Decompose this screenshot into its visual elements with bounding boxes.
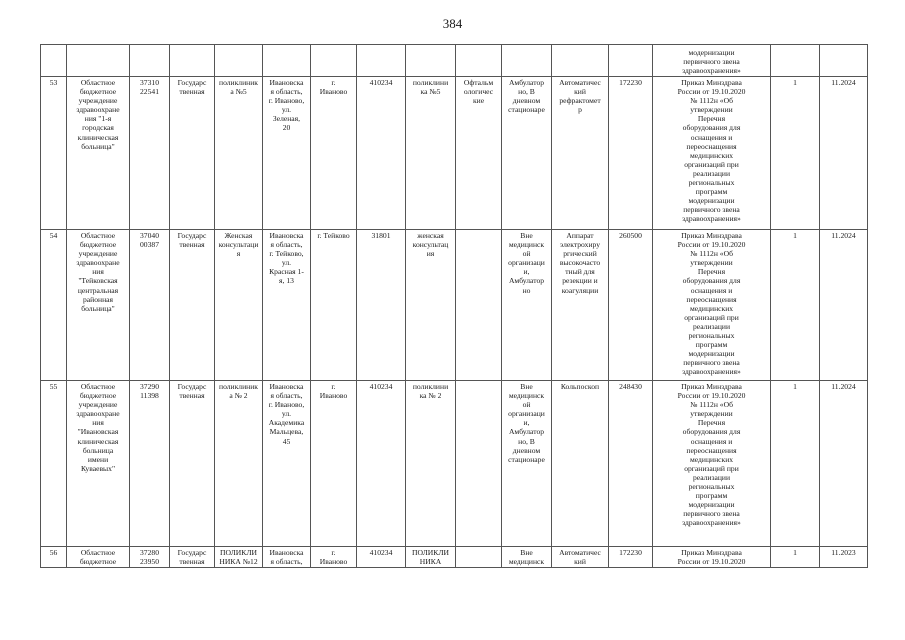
cell-document: модернизации первичного звена здравоохранения» xyxy=(653,45,771,77)
cell-address: Ивановска я область, г. Тейково, ул. Красная 1- я, 13 xyxy=(263,230,311,381)
cell-unit: Женская консультаци я xyxy=(215,230,263,381)
cell-qty: 1 xyxy=(771,381,820,547)
cell-profile xyxy=(456,230,502,381)
cell-code: 37310 22541 xyxy=(130,77,170,230)
cell-empty xyxy=(311,45,357,77)
cell-code2: 172230 xyxy=(609,77,653,230)
cell-code: 37040 00387 xyxy=(130,230,170,381)
cell-unit: поликлиник а №5 xyxy=(215,77,263,230)
cell-empty xyxy=(357,45,406,77)
cell-empty xyxy=(263,45,311,77)
table-row xyxy=(41,230,868,381)
cell-unit: поликлиник а № 2 xyxy=(215,381,263,547)
cell-equipment: Автоматичес кий xyxy=(552,547,609,568)
cell-equipment: Аппарат электрохиру ргический высокочасто тный для резекции и коагуляции xyxy=(552,230,609,381)
cell-date: 11.2024 xyxy=(820,77,868,230)
cell-empty xyxy=(215,45,263,77)
cell-conditions: Вне медицинск xyxy=(502,547,552,568)
cell-okato: 410234 xyxy=(357,547,406,568)
cell-ownership: Государс твенная xyxy=(170,547,215,568)
cell-institution: Областное бюджетное учреждение здравоохране ния "Тейковская центральная районная больница" xyxy=(67,230,130,381)
cell-profile: Офтальм ологичес кие xyxy=(456,77,502,230)
cell-code2: 260500 xyxy=(609,230,653,381)
cell-qty: 1 xyxy=(771,77,820,230)
cell-address: Ивановска я область, xyxy=(263,547,311,568)
cell-conditions: Амбулатор но, В дневном стационаре xyxy=(502,77,552,230)
table-row xyxy=(41,77,868,230)
table-row xyxy=(41,381,868,547)
cell-empty xyxy=(130,45,170,77)
cell-conditions: Вне медицинск ой организаци и, Амбулатор но xyxy=(502,230,552,381)
cell-document: Приказ Минздрава России от 19.10.2020 xyxy=(653,547,771,568)
cell-document: Приказ Минздрава России от 19.10.2020 № 1112н «Об утверждении Перечня оборудования для оснащения и переоснащения медицинских организаций при реализации региональных программ модернизации первичного звена здравоохранения» xyxy=(653,230,771,381)
cell-subdivision: поликлини ка №5 xyxy=(406,77,456,230)
cell-empty xyxy=(456,45,502,77)
cell-ownership: Государс твенная xyxy=(170,230,215,381)
equipment-table xyxy=(40,44,868,568)
cell-address: Ивановска я область, г. Иваново, ул. Зеленая, 20 xyxy=(263,77,311,230)
cell-okato: 31801 xyxy=(357,230,406,381)
cell-city: г. Иваново xyxy=(311,547,357,568)
cell-empty xyxy=(67,45,130,77)
cell-ownership: Государс твенная xyxy=(170,381,215,547)
cell-institution: Областное бюджетное xyxy=(67,547,130,568)
cell-empty xyxy=(502,45,552,77)
cell-num: 56 xyxy=(41,547,67,568)
cell-empty xyxy=(820,45,868,77)
cell-city: г. Иваново xyxy=(311,381,357,547)
cell-empty xyxy=(170,45,215,77)
cell-subdivision: ПОЛИКЛИ НИКА xyxy=(406,547,456,568)
cell-subdivision: женская консультац ия xyxy=(406,230,456,381)
cell-okato: 410234 xyxy=(357,381,406,547)
cell-city: г. Тейково xyxy=(311,230,357,381)
cell-document: Приказ Минздрава России от 19.10.2020 № 1112н «Об утверждении Перечня оборудования для оснащения и переоснащения медицинских организаций при реализации региональных программ модернизации первичного звена здравоохранения» xyxy=(653,381,771,547)
cell-code2: 172230 xyxy=(609,547,653,568)
cell-code: 37280 23950 xyxy=(130,547,170,568)
cell-address: Ивановска я область, г. Иваново, ул. Академика Мальцева, 45 xyxy=(263,381,311,547)
cell-unit: ПОЛИКЛИ НИКА №12 xyxy=(215,547,263,568)
cell-profile xyxy=(456,381,502,547)
cell-document: Приказ Минздрава России от 19.10.2020 № 1112н «Об утверждении Перечня оборудования для оснащения и переоснащения медицинских организаций при реализации региональных программ модернизации первичного звена здравоохранения» xyxy=(653,77,771,230)
table-row xyxy=(41,547,868,568)
cell-code2: 248430 xyxy=(609,381,653,547)
cell-qty: 1 xyxy=(771,547,820,568)
cell-equipment: Автоматичес кий рефрактомет р xyxy=(552,77,609,230)
cell-empty xyxy=(771,45,820,77)
cell-institution: Областное бюджетное учреждение здравоохране ния "1-я городская клиническая больница" xyxy=(67,77,130,230)
cell-num: 55 xyxy=(41,381,67,547)
cell-okato: 410234 xyxy=(357,77,406,230)
cell-num: 53 xyxy=(41,77,67,230)
cell-date: 11.2024 xyxy=(820,230,868,381)
cell-empty xyxy=(41,45,67,77)
cell-date: 11.2024 xyxy=(820,381,868,547)
cell-empty xyxy=(552,45,609,77)
cell-equipment: Кольпоскоп xyxy=(552,381,609,547)
cell-conditions: Вне медицинск ой организаци и, Амбулатор но, В дневном стационаре xyxy=(502,381,552,547)
cell-qty: 1 xyxy=(771,230,820,381)
cell-date: 11.2023 xyxy=(820,547,868,568)
page-number: 384 xyxy=(442,16,463,31)
cell-subdivision: поликлини ка № 2 xyxy=(406,381,456,547)
cell-city: г. Иваново xyxy=(311,77,357,230)
cell-empty xyxy=(406,45,456,77)
cell-institution: Областное бюджетное учреждение здравоохране ния "Ивановская клиническая больница имени Куваевых" xyxy=(67,381,130,547)
cell-num: 54 xyxy=(41,230,67,381)
cell-code: 37290 11398 xyxy=(130,381,170,547)
cell-ownership: Государс твенная xyxy=(170,77,215,230)
cell-empty xyxy=(609,45,653,77)
table-row-continuation xyxy=(41,45,868,77)
cell-profile xyxy=(456,547,502,568)
